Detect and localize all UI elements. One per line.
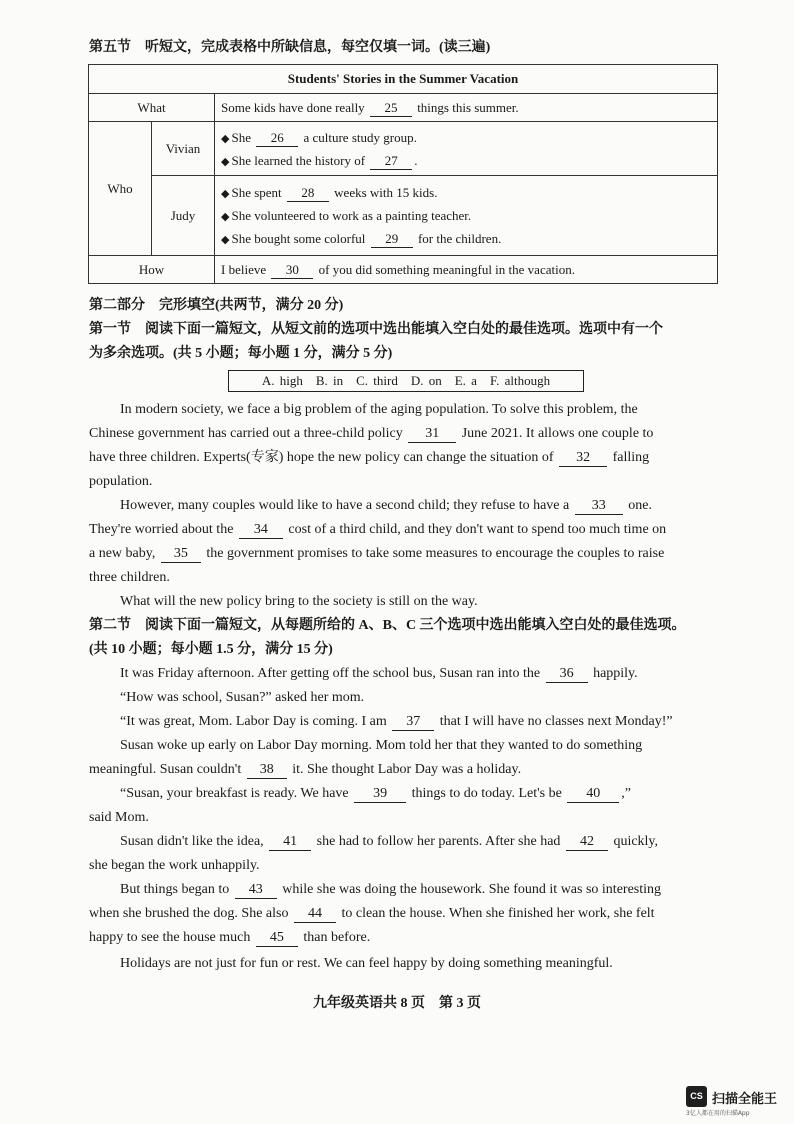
text: a new baby, xyxy=(89,546,156,561)
story-line-7: said Mom. xyxy=(89,810,149,825)
blank-39: 39 xyxy=(354,785,406,803)
text: things to do today. Let's be xyxy=(411,786,562,801)
blank-27: 27 xyxy=(370,152,412,170)
bullet-diamond-icon: ◆ xyxy=(221,211,230,223)
story-line-3 xyxy=(120,712,673,732)
how-cell xyxy=(215,256,718,284)
p2-line-2 xyxy=(89,520,666,540)
story-line-10 xyxy=(120,880,661,900)
j1-text-end: weeks with 15 kids. xyxy=(334,185,438,200)
p1-line-3 xyxy=(89,448,649,468)
v2-text-end: . xyxy=(414,152,418,168)
story-line-4: Susan woke up early on Labor Day morning. Mom told her that they wanted to do something xyxy=(120,738,643,753)
p1-line-4: population. xyxy=(89,474,153,489)
text: the government promises to take some measures to encourage the couples to raise xyxy=(206,546,665,561)
story-line-13: Holidays are not just for fun or rest. We can feel happy by doing something meaningful. xyxy=(120,956,613,971)
part2-header: 第二部分 完形填空(共两节，满分 20 分) xyxy=(89,298,344,313)
blank-26: 26 xyxy=(256,129,298,147)
vivian-cell xyxy=(215,122,718,176)
p2-line-1 xyxy=(120,496,652,516)
text: one. xyxy=(628,498,652,513)
text: that I will have no classes next Monday!” xyxy=(439,714,673,729)
blank-42: 42 xyxy=(566,833,608,851)
text: meaningful. Susan couldn't xyxy=(89,762,242,777)
blank-33: 33 xyxy=(575,497,623,515)
judy-label: Judy xyxy=(152,176,215,256)
j1-text: She spent xyxy=(231,185,282,200)
j3-text: She bought some colorful xyxy=(231,231,366,246)
p1-line-1: In modern society, we face a big problem of the aging population. To solve this problem, the xyxy=(120,402,638,417)
camscanner-logo-icon: CS xyxy=(686,1086,707,1107)
blank-36: 36 xyxy=(546,665,588,683)
text: have three children. Experts(专家) hope the new policy can change the situation of xyxy=(89,450,554,465)
blank-38: 38 xyxy=(247,761,287,779)
story-line-9: she began the work unhappily. xyxy=(89,858,260,873)
text: They're worried about the xyxy=(89,522,234,537)
blank-40: 40 xyxy=(567,785,619,803)
options-box: A. high B. in C. third D. on E. a F. although xyxy=(228,370,584,392)
bullet-diamond-icon: ◆ xyxy=(221,188,230,200)
j3-text-end: for the children. xyxy=(417,231,502,246)
text: quickly, xyxy=(613,834,659,849)
text: It was Friday afternoon. After getting off the school bus, Susan ran into the xyxy=(120,666,541,681)
watermark-subtitle: 3亿人都在用的扫描App xyxy=(686,1110,750,1117)
watermark-name: 扫描全能王 xyxy=(712,1092,778,1107)
text: Chinese government has carried out a three-child policy xyxy=(89,426,403,441)
sec1-instruction-1: 第一节 阅读下面一篇短文，从短文前的选项中选出能填入空白处的最佳选项。选项中有一个 xyxy=(89,322,663,337)
blank-35: 35 xyxy=(161,545,201,563)
j2-text: She volunteered to work as a painting teacher. xyxy=(231,208,472,223)
text: she had to follow her parents. After she had xyxy=(316,834,561,849)
blank-29: 29 xyxy=(371,230,413,248)
page-footer: 九年级英语共 8 页 第 3 页 xyxy=(313,996,481,1011)
text: But things began to xyxy=(120,882,230,897)
blank-37: 37 xyxy=(392,713,434,731)
story-line-6 xyxy=(120,784,631,804)
p1-line-2 xyxy=(89,424,653,444)
story-line-2: “How was school, Susan?” asked her mom. xyxy=(120,690,365,705)
blank-44: 44 xyxy=(294,905,336,923)
sec2-instruction-1: 第二节 阅读下面一篇短文，从每题所给的 A、B、C 三个选项中选出能填入空白处的最佳选项。 xyxy=(89,618,686,633)
story-line-5 xyxy=(89,760,521,780)
text: happily. xyxy=(593,666,638,681)
camscanner-watermark xyxy=(686,1086,786,1116)
story-line-11 xyxy=(89,904,655,924)
text: to clean the house. When she finished her work, she felt xyxy=(341,906,655,921)
what-cell xyxy=(215,94,718,122)
bullet-diamond-icon: ◆ xyxy=(221,132,230,145)
text: happy to see the house much xyxy=(89,930,251,945)
table-title: Students' Stories in the Summer Vacation xyxy=(89,65,718,94)
blank-25: 25 xyxy=(370,99,412,117)
v1-text: She xyxy=(231,129,251,145)
blank-32: 32 xyxy=(559,449,607,467)
p3-line: What will the new policy bring to the society is still on the way. xyxy=(120,594,478,609)
text: “It was great, Mom. Labor Day is coming. I am xyxy=(120,714,387,729)
how-text: I believe xyxy=(221,261,267,277)
text: it. She thought Labor Day was a holiday. xyxy=(292,762,522,777)
blank-45: 45 xyxy=(256,929,298,947)
what-label: What xyxy=(89,94,215,122)
stories-table xyxy=(88,64,718,284)
text: than before. xyxy=(303,930,371,945)
text: June 2021. It allows one couple to xyxy=(461,426,654,441)
bullet-diamond-icon: ◆ xyxy=(221,155,230,168)
what-text: Some kids have done really xyxy=(221,99,365,115)
judy-cell xyxy=(215,176,718,256)
text: when she brushed the dog. She also xyxy=(89,906,289,921)
text: “Susan, your breakfast is ready. We have xyxy=(120,786,349,801)
text: ,” xyxy=(621,786,632,801)
blank-31: 31 xyxy=(408,425,456,443)
blank-34: 34 xyxy=(239,521,283,539)
how-label: How xyxy=(89,256,215,284)
story-line-8 xyxy=(120,832,658,852)
bullet-diamond-icon: ◆ xyxy=(221,234,230,246)
vivian-label: Vivian xyxy=(152,122,215,176)
text: Susan didn't like the idea, xyxy=(120,834,264,849)
text: falling xyxy=(612,450,650,465)
blank-30: 30 xyxy=(271,261,313,279)
sec2-instruction-2: (共 10 小题；每小题 1.5 分，满分 15 分) xyxy=(89,642,333,657)
how-text-end: of you did something meaningful in the vacation. xyxy=(318,261,575,277)
story-line-12 xyxy=(89,928,370,948)
text: However, many couples would like to have a second child; they refuse to have a xyxy=(120,498,570,513)
blank-43: 43 xyxy=(235,881,277,899)
blank-28: 28 xyxy=(287,184,329,202)
what-text-end: things this summer. xyxy=(417,99,519,115)
v1-text-end: a culture study group. xyxy=(303,129,417,145)
sec1-instruction-2: 为多余选项。(共 5 小题；每小题 1 分，满分 5 分) xyxy=(89,346,393,361)
who-label: Who xyxy=(89,122,152,256)
text: while she was doing the housework. She found it was so interesting xyxy=(282,882,662,897)
v2-text: She learned the history of xyxy=(231,152,366,168)
text: cost of a third child, and they don't want to spend too much time on xyxy=(288,522,667,537)
p2-line-4: three children. xyxy=(89,570,170,585)
p2-line-3 xyxy=(89,544,664,564)
section5-header: 第五节 听短文，完成表格中所缺信息，每空仅填一词。(读三遍) xyxy=(89,40,491,55)
blank-41: 41 xyxy=(269,833,311,851)
story-line-1 xyxy=(120,664,638,684)
